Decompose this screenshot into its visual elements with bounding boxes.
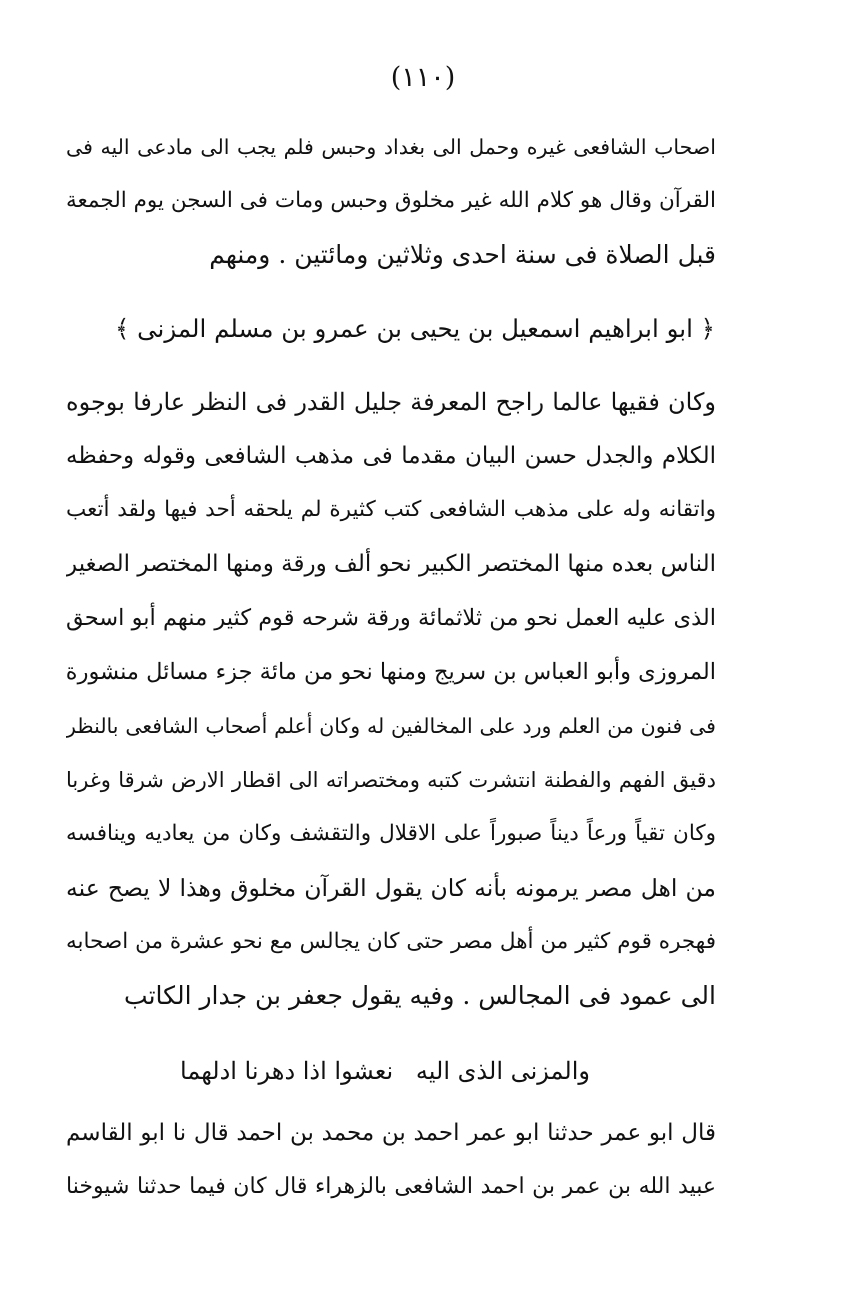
text-line: من اهل مصر يرمونه بأنه كان يقول القرآن مخلوق وهذا لا يصح عنه (66, 874, 716, 902)
page-number: (١١٠) (390, 62, 456, 93)
section-heading: ﴿ ابو ابراهيم اسمعيل بن يحيى بن عمرو بن مسلم المزنى ﴾ (114, 314, 716, 343)
text-line: القرآن وقال هو كلام الله غير مخلوق وحبس ومات فى السجن يوم الجمعة (66, 188, 716, 213)
text-line: الناس بعده منها المختصر الكبير نحو ألف ورقة ومنها المختصر الصغير (66, 551, 716, 577)
text-line: قال ابو عمر حدثنا ابو عمر احمد بن محمد بن احمد قال نا ابو القاسم (66, 1120, 716, 1146)
text-line: المروزى وأبو العباس بن سريج ومنها نحو من مائة جزء مسائل منشورة (66, 659, 716, 685)
text-line: وكان تقياً ورعاً ديناً صبوراً على الاقلال والتقشف وكان من يعاديه وينافسه (66, 821, 716, 846)
text-line: عبيد الله بن عمر بن احمد الشافعى بالزهراء قال كان فيما حدثنا شيوخنا (66, 1174, 716, 1199)
verse-right-hemistich: والمزنى الذى اليه (415, 1057, 590, 1085)
text-line: واتقانه وله على مذهب الشافعى كتب كثيرة لم يلحقه أحد فيها ولقد أتعب (66, 497, 716, 522)
paragraph-3 (66, 1106, 716, 1214)
text-line: وكان فقيها عالما راجح المعرفة جليل القدر فى النظر عارفا بوجوه (66, 388, 716, 416)
paragraph-2 (66, 375, 716, 1023)
text-line: اصحاب الشافعى غيره وحمل الى بغداد وحبس فلم يجب الى مادعى اليه فى (66, 135, 716, 159)
paragraph-1 (66, 120, 716, 282)
text-line: قبل الصلاة فى سنة احدى وثلاثين ومائتين . ومنهم (209, 240, 716, 269)
text-line: الذى عليه العمل نحو من ثلاثمائة ورقة شرحه قوم كثير منهم أبو اسحق (66, 605, 716, 631)
text-line: فهجره قوم كثير من أهل مصر حتى كان يجالس مع نحو عشرة من اصحابه (66, 929, 716, 954)
text-line: فى فنون من العلم ورد على المخالفين له وكان أعلم أصحاب الشافعى بالنظر (66, 714, 716, 738)
text-line: الى عمود فى المجالس . وفيه يقول جعفر بن جدار الكاتب (124, 981, 716, 1010)
verse-left-hemistich: نعشوا اذا دهرنا ادلهما (180, 1057, 394, 1085)
text-line: دقيق الفهم والفطنة انتشرت كتبه ومختصراته الى اقطار الارض شرقا وغربا (66, 768, 716, 792)
text-line: الكلام والجدل حسن البيان مقدما فى مذهب الشافعى وقوله وحفظه (66, 443, 716, 469)
poetry-verse (180, 1044, 590, 1098)
